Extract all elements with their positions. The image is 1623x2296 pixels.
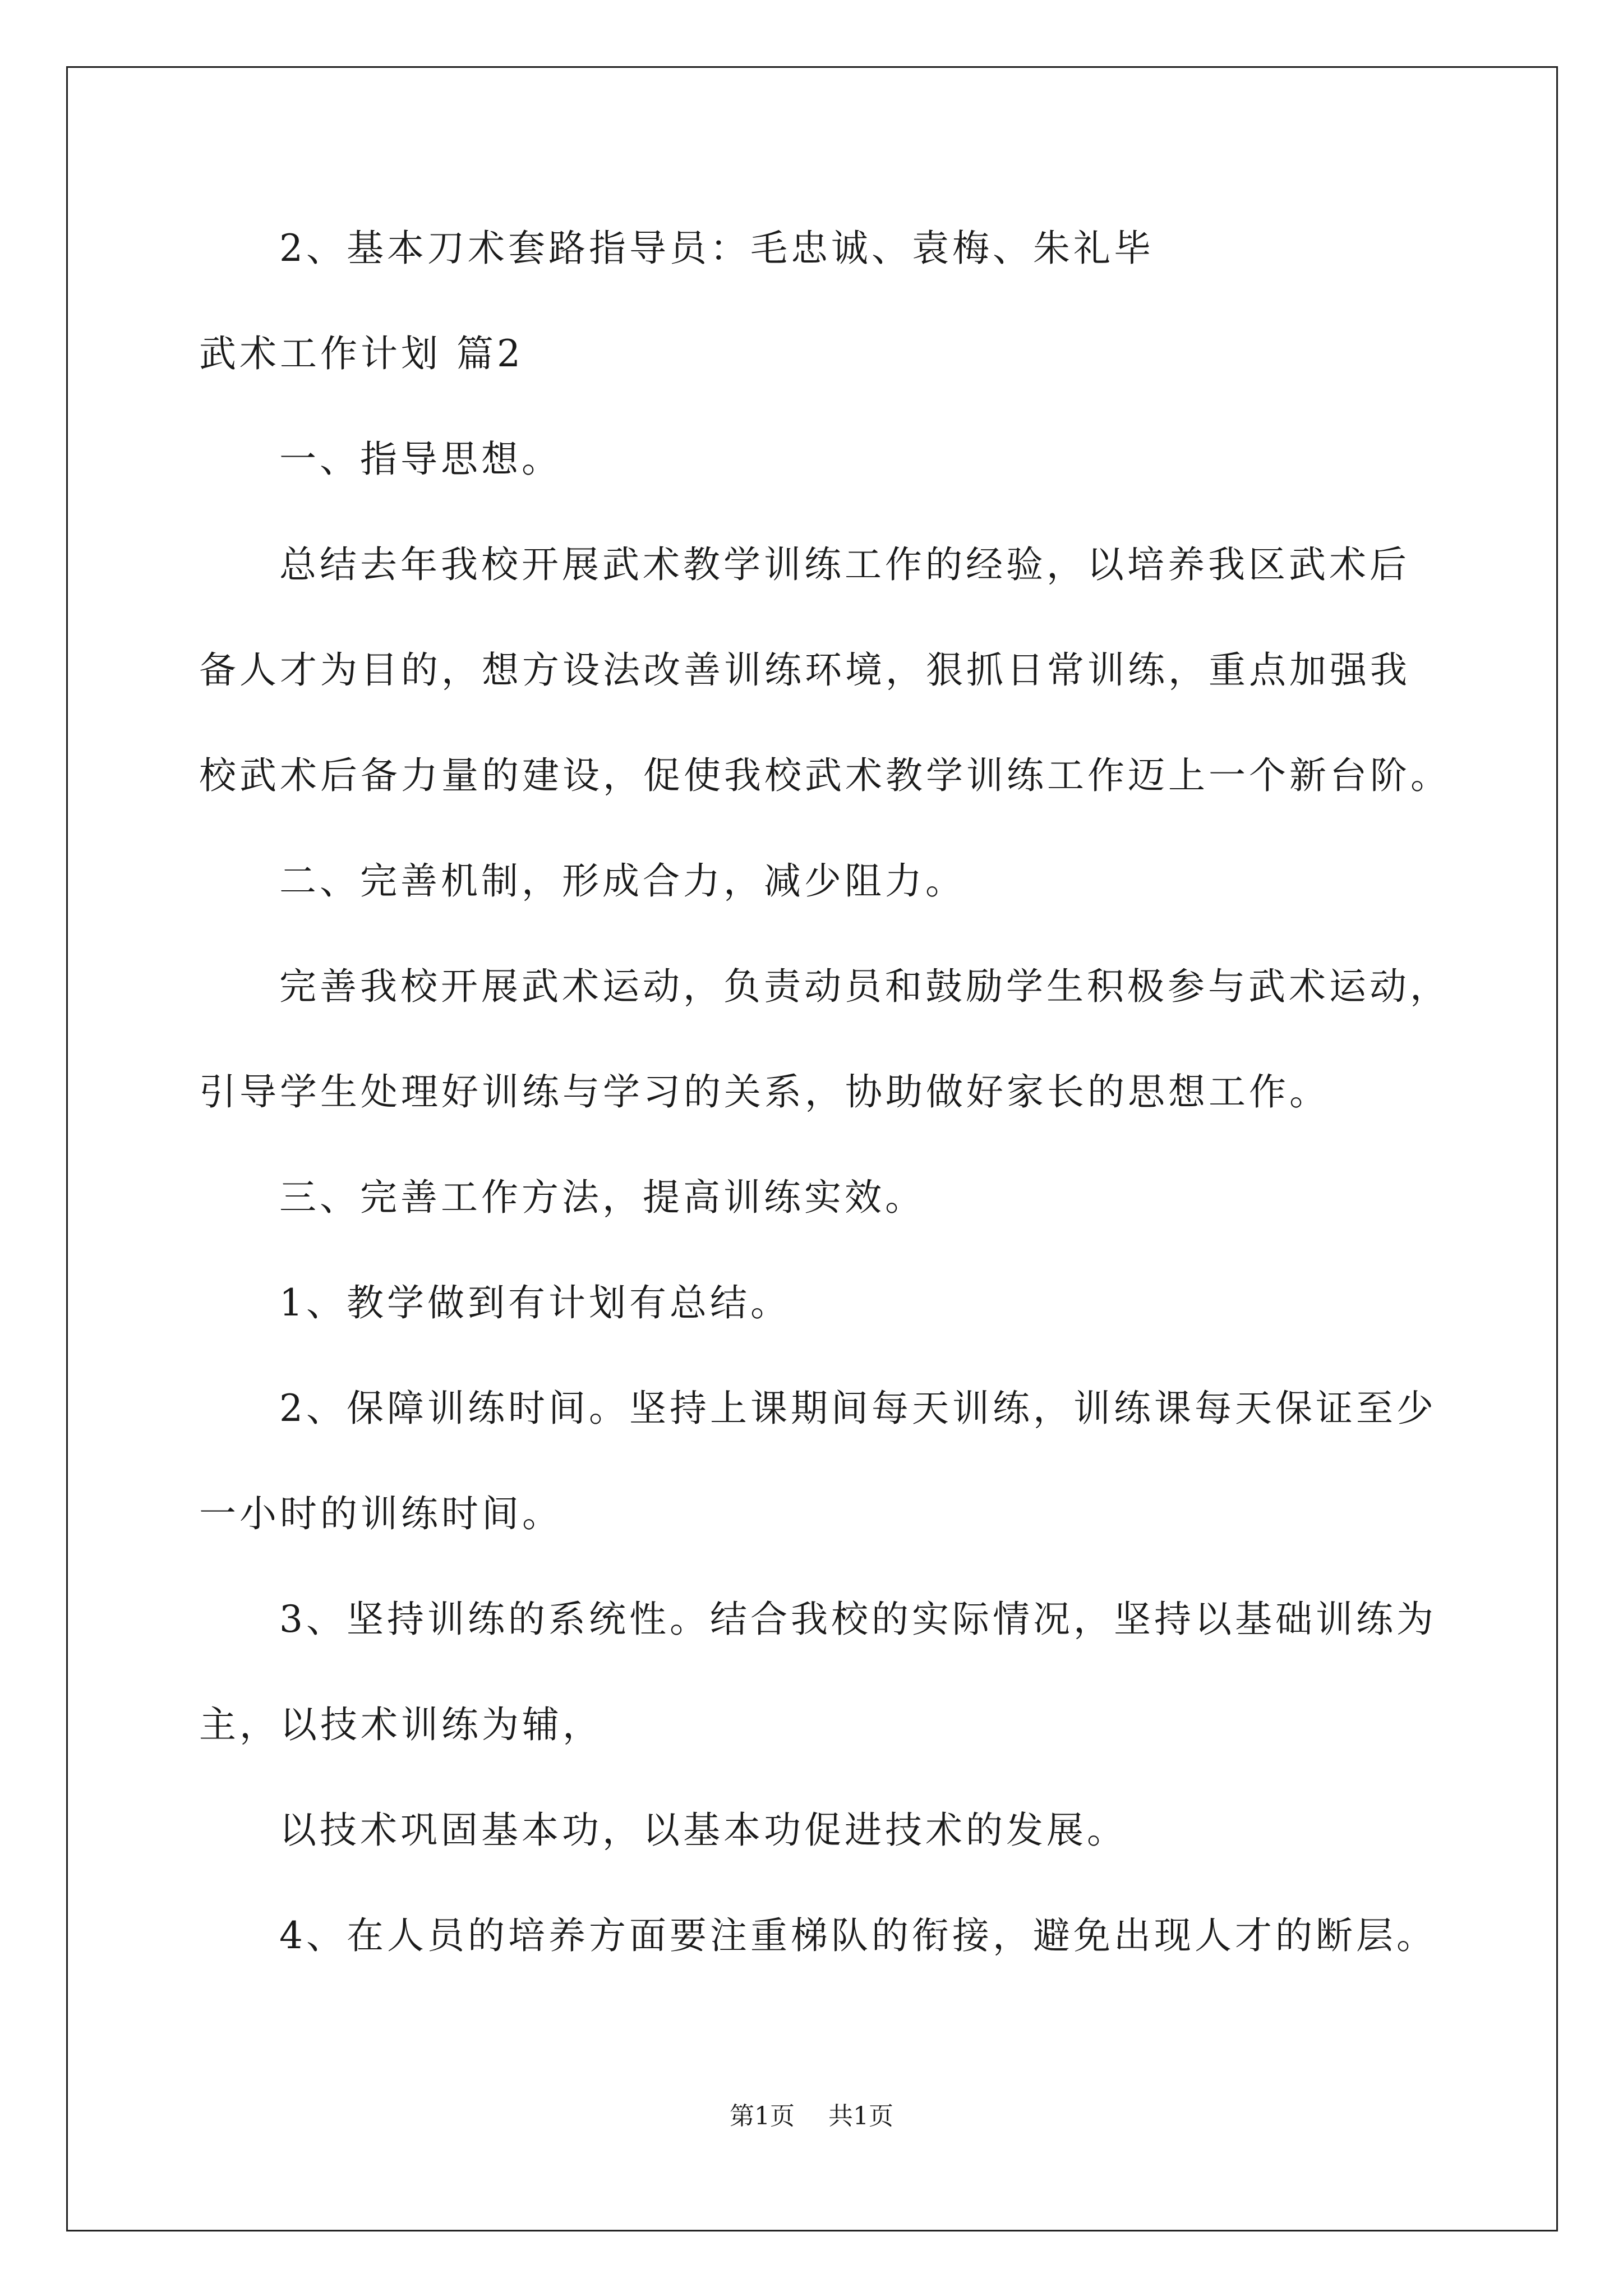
- paragraph-line: 引导学生处理好训练与学习的关系，协助做好家长的思想工作。: [199, 1070, 1330, 1114]
- paragraph-line: 一小时的训练时间。: [199, 1492, 562, 1535]
- paragraph-line: 备人才为目的，想方设法改善训练环境，狠抓日常训练，重点加强我: [199, 648, 1410, 692]
- section-heading: 武术工作计划 篇2: [199, 332, 524, 375]
- paragraph-line: 二、完善机制，形成合力，减少阻力。: [279, 859, 966, 903]
- paragraph-line: 主，以技术训练为辅，: [199, 1703, 603, 1746]
- paragraph-line: 1、教学做到有计划有总结。: [279, 1281, 791, 1324]
- paragraph-line: 2、保障训练时间。坚持上课期间每天训练，训练课每天保证至少: [279, 1387, 1437, 1430]
- paragraph-line: 2、基本刀术套路指导员：毛忠诚、袁梅、朱礼毕: [279, 227, 1154, 270]
- paragraph-line: 以技术巩固基本功，以基本功促进技术的发展。: [279, 1809, 1127, 1852]
- paragraph-line: 4、在人员的培养方面要注重梯队的衔接，避免出现人才的断层。: [279, 1914, 1437, 1957]
- paragraph-line: 一、指导思想。: [279, 438, 562, 481]
- paragraph-line: 总结去年我校开展武术教学训练工作的经验，以培养我区武术后: [279, 543, 1410, 586]
- paragraph-line: 3、坚持训练的系统性。结合我校的实际情况，坚持以基础训练为: [279, 1598, 1437, 1641]
- paragraph-line: 完善我校开展武术运动，负责动员和鼓励学生积极参与武术运动，: [279, 965, 1450, 1008]
- page-border: [66, 66, 1558, 2231]
- page-footer: [0, 2096, 1623, 2132]
- paragraph-line: 三、完善工作方法，提高训练实效。: [279, 1176, 925, 1219]
- page-number-current: 第1页: [730, 2102, 795, 2131]
- page-number-total: 共1页: [828, 2102, 893, 2131]
- paragraph-line: 校武术后备力量的建设，促使我校武术教学训练工作迈上一个新台阶。: [199, 754, 1451, 797]
